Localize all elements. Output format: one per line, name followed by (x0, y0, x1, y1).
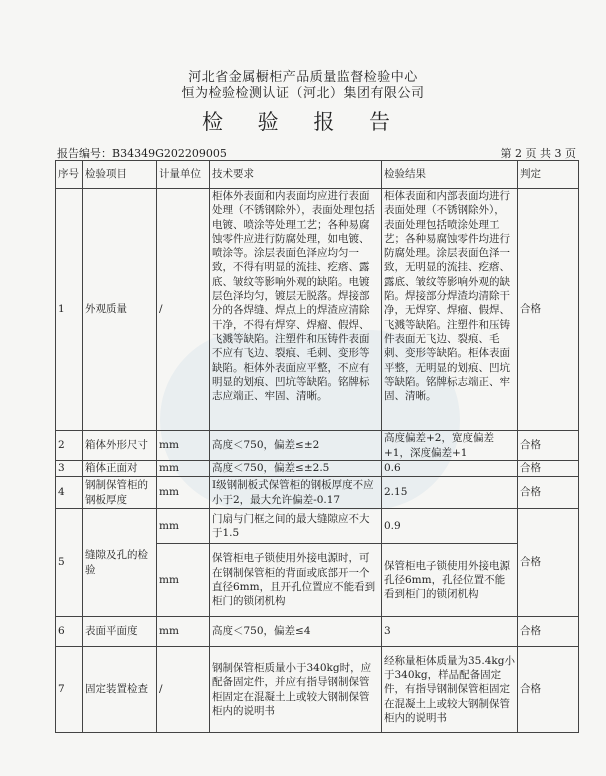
row-requirement: 高度＜750，偏差≤4 (210, 617, 382, 647)
row-result: 柜体表面和内部表面均进行表面处理（不锈钢除外），表面处理包括喷涂处理工艺；各种易腐蚀零件均进行防腐处理。涂层表面色泽一致，无明显的流挂、疙瘩、露底、皱纹等影响外观的缺陷。焊接部分焊渣均清除干净，无焊穿、焊瘤、假焊、飞溅等缺陷。注塑件和压铸件表面无飞边、裂痕、毛刺、变形等缺陷。柜体表面平整，无明显的划痕、凹坑等缺陷。铭牌标志端正、牢固、清晰。 (382, 189, 518, 431)
row-item: 固定装置检查 (83, 647, 157, 733)
company-name: 恒为检验检测认证（河北）集团有限公司 (181, 86, 425, 101)
inspection-table (55, 160, 579, 733)
row-item: 箱体正面对 (83, 461, 157, 477)
row-verdict: 合格 (518, 617, 579, 647)
table-row (56, 647, 579, 733)
col-header-result: 检验结果 (382, 161, 518, 189)
row-requirement: 钢制保管柜质量小于340kg时，应配备固定件，并应有指导钢制保管柜固定在混凝土上或较大钢制保管柜内的说明书 (210, 647, 382, 733)
row-result: 0.6 (382, 461, 518, 477)
row-verdict: 合格 (518, 509, 579, 617)
col-header-verdict: 判定 (518, 161, 579, 189)
row-requirement: 高度＜750，偏差≤±2.5 (210, 461, 382, 477)
row-unit: mm (157, 431, 210, 461)
table-row (56, 431, 579, 461)
table-header-row (56, 161, 579, 189)
col-header-item: 检验项目 (83, 161, 157, 189)
table-row (56, 461, 579, 477)
row-item: 外观质量 (83, 189, 157, 431)
row-item: 缝隙及孔的检验 (83, 509, 157, 617)
row-no: 2 (56, 431, 83, 461)
institution-name: 河北省金属橱柜产品质量监督检验中心 (188, 70, 418, 85)
row-no: 3 (56, 461, 83, 477)
row-unit: / (157, 647, 210, 733)
row-no: 5 (56, 509, 83, 617)
row-result: 经称量柜体质量为35.4kg小于340kg，样品配备固定件，有指导钢制保管柜固定在混凝土上或较大钢制保管柜内的说明书 (382, 647, 518, 733)
row-verdict: 合格 (518, 647, 579, 733)
row-requirement: Ⅰ级钢制板式保管柜的钢板厚度不应小于2，最大允许偏差-0.17 (210, 477, 382, 509)
row-unit: / (157, 189, 210, 431)
row-requirement: 柜体外表面和内表面均应进行表面处理（不锈钢除外），表面处理包括电镀、喷涂等处理工艺；各种易腐蚀零件应进行防腐处理，如电镀、喷涂等。涂层表面色泽应均匀一致，不得有明显的流挂、疙瘩、露底、皱纹等影响外观的缺陷。电镀层色泽均匀，镀层无脱落。焊接部分的各焊缝、焊点上的焊渣应清除干净，不得有焊穿、焊瘤、假焊、飞溅等缺陷。注塑件和压铸件表面不应有飞边、裂痕、毛刺、变形等缺陷。柜体外表面应平整，不应有明显的划痕、凹坑等缺陷。铭牌标志应端正、牢固、清晰。 (210, 189, 382, 431)
row-item: 表面平面度 (83, 617, 157, 647)
row-no: 6 (56, 617, 83, 647)
row-unit: mm (157, 617, 210, 647)
row-unit: mm (157, 477, 210, 509)
row-item: 箱体外形尺寸 (83, 431, 157, 461)
col-header-no: 序号 (56, 161, 83, 189)
table-row (56, 509, 579, 544)
row-verdict: 合格 (518, 461, 579, 477)
row-no: 4 (56, 477, 83, 509)
row-unit: mm (157, 461, 210, 477)
row-no: 7 (56, 647, 83, 733)
table-row (56, 617, 579, 647)
row-requirement: 保管柜电子锁使用外接电源时，可在钢制保管柜的背面或底部开一个直径6mm，且开孔位置应不能看到柜门的锁闭机构 (210, 544, 382, 617)
report-title: 检 验 报 告 (201, 110, 405, 134)
row-requirement: 门扇与门框之间的最大缝隙应不大于1.5 (210, 509, 382, 544)
row-requirement: 高度＜750，偏差≤±2 (210, 431, 382, 461)
report-number: 报告编号：B34349G202209005 (57, 147, 227, 160)
row-result: 0.9 (382, 509, 518, 544)
page-number: 第 2 页 共 3 页 (500, 147, 576, 160)
row-result: 高度偏差+2，宽度偏差+1，深度偏差+1 (382, 431, 518, 461)
table-row (56, 189, 579, 431)
col-header-unit: 计量单位 (157, 161, 210, 189)
row-verdict: 合格 (518, 477, 579, 509)
row-result: 保管柜电子锁使用外接电源孔径6mm，孔径位置不能看到柜门的锁闭机构 (382, 544, 518, 617)
row-verdict: 合格 (518, 189, 579, 431)
table-row (56, 477, 579, 509)
row-item: 钢制保管柜的钢板厚度 (83, 477, 157, 509)
row-unit: mm (157, 509, 210, 544)
row-verdict: 合格 (518, 431, 579, 461)
row-result: 3 (382, 617, 518, 647)
row-result: 2.15 (382, 477, 518, 509)
col-header-requirement: 技术要求 (210, 161, 382, 189)
row-unit: mm (157, 544, 210, 617)
row-no: 1 (56, 189, 83, 431)
